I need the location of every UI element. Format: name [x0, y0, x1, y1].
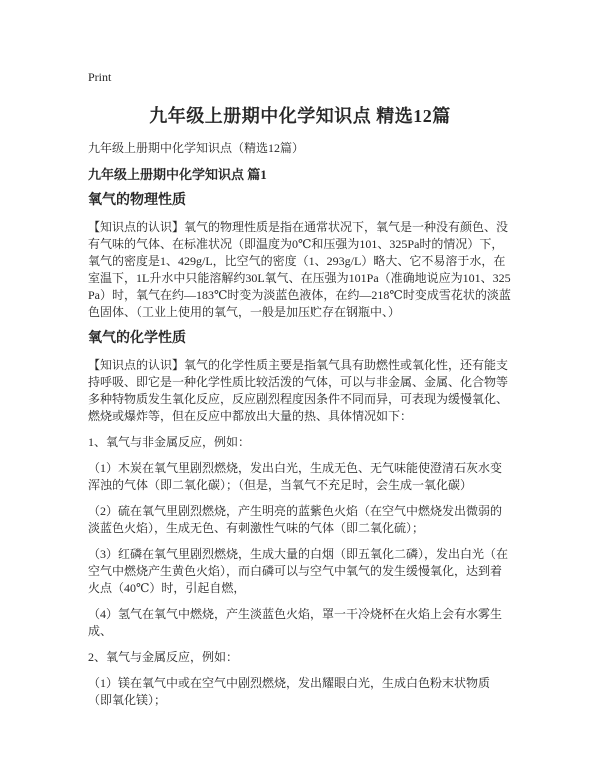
list-item-metal-1-magnesium: （1）镁在氧气中或在空气中剧烈燃烧，发出耀眼白光，生成白色粉末状物质（即氧化镁）； — [88, 676, 491, 707]
list-item-nonmetal-4-hydrogen: （4）氢气在氧气中燃烧，产生淡蓝色火焰，罩一干冷烧杯在火焰上会有水雾生成、 — [88, 607, 503, 638]
chapter-1-heading: 九年级上册期中化学知识点 篇1 — [88, 167, 267, 182]
list-item-nonmetal-1-carbon: （1）木炭在氧气里剧烈燃烧，发出白光，生成无色、无气味能使澄清石灰水变浑浊的气体（即二氧化碳）；（但是，当氧气不充足时，会生成一氧化碳） — [88, 461, 503, 492]
section-heading-chemical-properties: 氧气的化学性质 — [88, 331, 186, 346]
list-heading-nonmetal-reactions: 1、氧气与非金属反应，例如： — [88, 435, 251, 449]
list-item-nonmetal-3-phosphorus: （3）红磷在氧气里剧烈燃烧，生成大量的白烟（即五氧化二磷），发出白光（在空气中燃烧产生黄色火焰），而白磷可以与空气中氧气的发生缓慢氧化，达到着火点（40℃）时，引起自燃， — [88, 547, 509, 595]
list-heading-metal-reactions: 2、氧气与金属反应，例如： — [88, 650, 239, 664]
paragraph-physical-properties: 【知识点的认识】氧气的物理性质是指在通常状况下，氧气是一种没有颜色、没有气味的气体、在标准状况（即温度为0℃和压强为101、325Pa时的情况）下，氧气的密度是1、429g/L，比空气的密度（1、293g/L）略大、它不易溶于水，在室温下，1L升水中只能溶解约30L氧气、在压强为101Pa（准确地说应为101、325Pa）时，氧气在约—183℃时变为淡蓝色液体，在约—218℃时变成雪花状的淡蓝色固体、（工业上使用的氧气，一般是加压贮存在钢瓶中、） — [88, 220, 511, 319]
list-item-nonmetal-2-sulfur: （2）硫在氧气里剧烈燃烧，产生明亮的蓝紫色火焰（在空气中燃烧发出微弱的淡蓝色火焰），生成无色、有刺激性气味的气体（即二氧化硫）； — [88, 504, 503, 535]
paragraph-chemical-properties: 【知识点的认识】氧气的化学性质主要是指氧气具有助燃性或氧化性，还有能支持呼吸、即它是一种化学性质比较活泼的气体，可以与非金属、金属、化合物等多种特物质发生氧化反应，反应剧烈程度因条件不同而异，可表现为缓慢氧化、燃烧或爆炸等，但在反应中都放出大量的热、具体情况如下： — [88, 358, 509, 423]
document-title: 九年级上册期中化学知识点 精选12篇 — [149, 106, 451, 126]
print-link[interactable]: Print — [88, 70, 112, 84]
section-heading-physical-properties: 氧气的物理性质 — [88, 193, 186, 208]
document-subtitle: 九年级上册期中化学知识点（精选12篇） — [88, 141, 305, 155]
